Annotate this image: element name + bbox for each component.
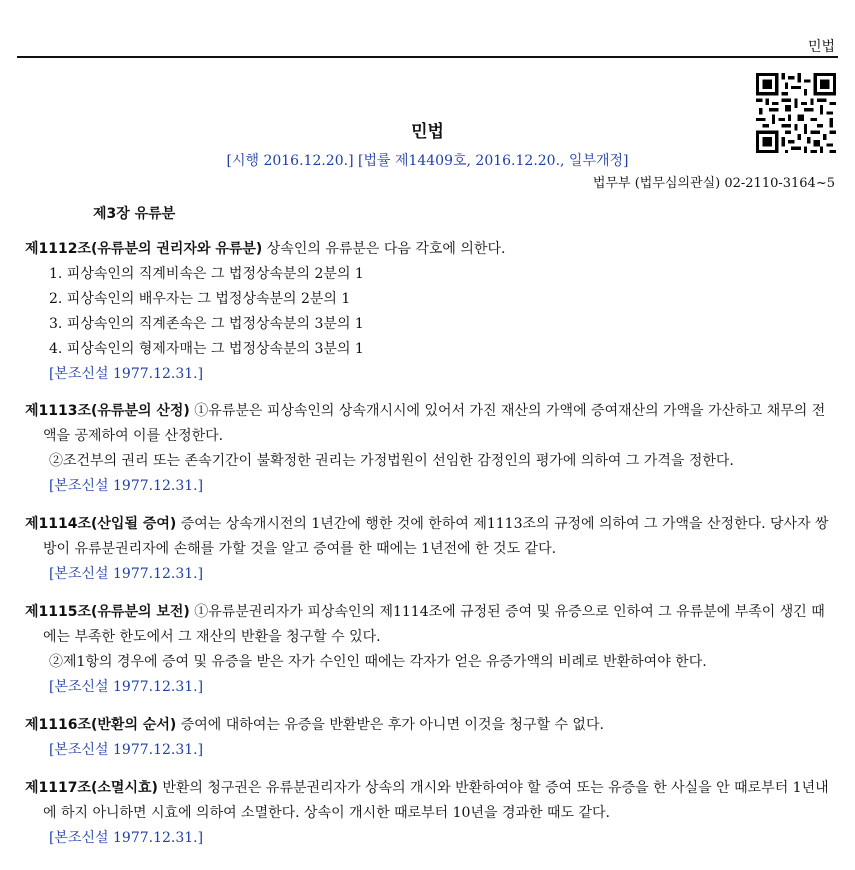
article-body [25, 600, 833, 650]
article-body [25, 399, 833, 449]
article-1113 [25, 399, 833, 499]
article-text: 증여에 대하여는 유증을 반환받은 후가 아니면 이것을 청구할 수 없다. [176, 717, 604, 733]
article-body [25, 237, 833, 262]
list-item: 4. 피상속인의 형제자매는 그 법정상속분의 3분의 1 [49, 341, 364, 357]
header-law-name: 민법 [807, 39, 835, 55]
article-1117 [25, 776, 833, 851]
article-text: 상속인의 유류분은 다음 각호에 의한다. [262, 241, 506, 257]
amendment-note: [본조신설 1977.12.31.] [49, 679, 204, 695]
article-1115 [25, 600, 833, 700]
article-text: 반환의 청구권은 유류분권리자가 상속의 개시와 반환하여야 할 증여 또는 유증을 한 사실을 안 때로부터 1년내에 하지 아니하면 시효에 의하여 소멸한다. 상속이 개시한 때로부터 10년을 경과한 때도 같다. [43, 780, 829, 821]
list-item: 2. 피상속인의 배우자는 그 법정상속분의 2분의 1 [49, 291, 351, 307]
article-1116 [25, 713, 833, 763]
article-text: ①유류분은 피상속인의 상속개시시에 있어서 가진 재산의 가액에 증여재산의 가액을 가산하고 채무의 전액을 공제하여 이를 산정한다. [43, 403, 826, 444]
header-divider [17, 56, 838, 58]
amendment-note: [본조신설 1977.12.31.] [49, 830, 204, 846]
paragraph: ②조건부의 권리 또는 존속기간이 불확정한 권리는 가정법원이 선임한 감정인의 평가에 의하여 그 가격을 정한다. [49, 453, 734, 469]
paragraph: ②제1항의 경우에 증여 및 유증을 받은 자가 수인인 때에는 각자가 얻은 유증가액의 비례로 반환하여야 한다. [49, 654, 707, 670]
enforcement-info: [시행 2016.12.20.] [법률 제14409호, 2016.12.20., 일부개정] [226, 153, 629, 169]
list-item: 1. 피상속인의 직계비속은 그 법정상속분의 2분의 1 [49, 266, 364, 282]
amendment-note: [본조신설 1977.12.31.] [49, 566, 204, 582]
amendment-note: [본조신설 1977.12.31.] [49, 366, 204, 382]
list-item: 3. 피상속인의 직계존속은 그 법정상속분의 3분의 1 [49, 316, 364, 332]
article-title: 제1115조(유류분의 보전) [25, 604, 190, 620]
article-title: 제1116조(반환의 순서) [25, 717, 177, 733]
document-title: 민법 [411, 122, 444, 142]
ministry-contact: 법무부 (법무심의관실) 02-2110-3164~5 [592, 176, 835, 191]
article-text: ①유류분권리자가 피상속인의 제1114조에 규정된 증여 및 유증으로 인하여 그 유류분에 부족이 생긴 때에는 부족한 한도에서 그 재산의 반환을 청구할 수 있다. [43, 604, 825, 645]
article-text: 증여는 상속개시전의 1년간에 행한 것에 한하여 제1113조의 규정에 의하여 그 가액을 산정한다. 당사자 쌍방이 유류분권리자에 손해를 가할 것을 알고 증여를 한 때에는 1년전에 한 것도 같다. [43, 516, 829, 557]
amendment-note: [본조신설 1977.12.31.] [49, 478, 204, 494]
article-body [25, 512, 833, 562]
article-1114 [25, 512, 833, 587]
article-body [25, 776, 833, 826]
article-title: 제1117조(소멸시효) [25, 780, 158, 796]
chapter-heading: 제3장 유류분 [93, 206, 176, 222]
article-title: 제1113조(유류분의 산정) [25, 403, 190, 419]
article-body [25, 713, 833, 738]
article-title: 제1112조(유류분의 권리자와 유류분) [25, 241, 263, 257]
amendment-note: [본조신설 1977.12.31.] [49, 742, 204, 758]
article-title: 제1114조(산입될 증여) [25, 516, 177, 532]
article-1112 [25, 237, 833, 387]
